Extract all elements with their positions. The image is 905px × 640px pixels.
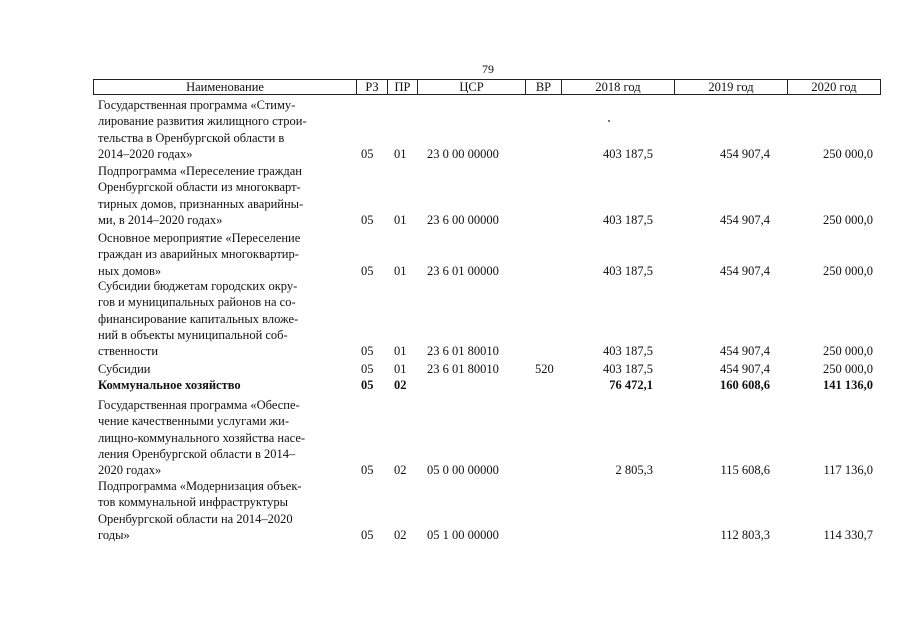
row-name-line: Государственная программа «Обеспе- <box>98 398 300 412</box>
row-name-line: Основное мероприятие «Переселение <box>98 231 301 245</box>
row-name-line: Субсидии <box>98 362 151 376</box>
row-name <box>98 377 348 393</box>
cell-2020: 250 000,0 <box>823 212 873 227</box>
cell-csr: 23 0 00 00000 <box>427 146 499 161</box>
row-name-line: ления Оренбургской области в 2014– <box>98 446 296 461</box>
cell-2018: 76 472,1 <box>609 378 653 392</box>
row-name-line: ных домов» <box>98 263 162 278</box>
cell-pr: 02 <box>394 378 407 392</box>
header-csr: ЦСР <box>417 80 525 94</box>
cell-2018: 403 187,5 <box>603 263 653 278</box>
row-name-line: лирование развития жилищного строи- <box>98 114 307 129</box>
cell-2020: 250 000,0 <box>823 362 873 376</box>
cell-2019: 454 907,4 <box>720 146 770 161</box>
scan-speck <box>608 120 610 122</box>
cell-2018: 403 187,5 <box>603 362 653 376</box>
row-name <box>98 230 348 279</box>
cell-2019: 454 907,4 <box>720 344 770 359</box>
cell-2019: 454 907,4 <box>720 263 770 278</box>
cell-2018: 403 187,5 <box>603 344 653 359</box>
cell-csr: 23 6 01 80010 <box>427 362 499 376</box>
row-name-line: Оренбургской области на 2014–2020 <box>98 511 293 526</box>
header-name: Наименование <box>186 80 264 94</box>
row-name-line: тельства в Оренбургской области в <box>98 130 285 145</box>
row-name-line: тирных домов, признанных аварийны- <box>98 196 304 211</box>
row-name-line: ний в объекты муниципальной соб- <box>98 327 288 342</box>
row-name-line: 2014–2020 годах» <box>98 146 193 161</box>
header-2019: 2019 год <box>674 80 787 94</box>
cell-2020: 114 330,7 <box>823 527 873 542</box>
cell-rz: 05 <box>361 263 374 278</box>
row-name-line: финансирование капитальных вложе- <box>98 311 299 326</box>
cell-pr: 01 <box>394 146 407 161</box>
cell-2019: 160 608,6 <box>720 378 770 392</box>
cell-csr: 05 0 00 00000 <box>427 463 499 478</box>
cell-rz: 05 <box>361 463 374 478</box>
row-name <box>98 361 348 377</box>
cell-rz: 05 <box>361 212 374 227</box>
row-name-line: Подпрограмма «Модернизация объек- <box>98 479 302 493</box>
cell-csr: 05 1 00 00000 <box>427 527 499 542</box>
row-name <box>98 97 348 162</box>
cell-csr: 23 6 01 80010 <box>427 344 499 359</box>
cell-2020: 141 136,0 <box>823 378 873 392</box>
cell-2019: 115 608,6 <box>720 463 770 478</box>
row-name-line: ми, в 2014–2020 годах» <box>98 212 223 227</box>
cell-2019: 112 803,3 <box>720 527 770 542</box>
cell-rz: 05 <box>361 527 374 542</box>
row-name-line: гов и муниципальных районов на со- <box>98 295 296 310</box>
row-name-line: чение качественными услугами жи- <box>98 414 290 429</box>
cell-rz: 05 <box>361 344 374 359</box>
row-name-line: 2020 годах» <box>98 463 162 478</box>
page-number: 79 <box>482 62 494 76</box>
row-name <box>98 163 348 228</box>
row-name-line: тов коммунальной инфраструктуры <box>98 495 289 510</box>
row-name <box>98 278 348 359</box>
cell-pr: 01 <box>394 362 407 376</box>
cell-2020: 250 000,0 <box>823 263 873 278</box>
header-rz: РЗ <box>356 80 387 94</box>
row-name-line: Коммунальное хозяйство <box>98 378 241 392</box>
cell-2020: 250 000,0 <box>823 146 873 161</box>
cell-2018: 2 805,3 <box>615 463 653 478</box>
cell-rz: 05 <box>361 362 374 376</box>
header-pr: ПР <box>387 80 417 94</box>
cell-pr: 01 <box>394 212 407 227</box>
cell-2019: 454 907,4 <box>720 212 770 227</box>
header-2020: 2020 год <box>787 80 880 94</box>
cell-csr: 23 6 00 00000 <box>427 212 499 227</box>
row-name-line: граждан из аварийных многоквартир- <box>98 247 299 262</box>
row-name <box>98 478 348 543</box>
cell-pr: 02 <box>394 463 407 478</box>
cell-2018: 403 187,5 <box>603 146 653 161</box>
header-vr: ВР <box>525 80 561 94</box>
row-name-line: лищно-коммунального хозяйства насе- <box>98 430 306 445</box>
cell-vr: 520 <box>535 362 554 376</box>
row-name-line: Оренбургской области из многокварт- <box>98 180 301 195</box>
cell-2020: 250 000,0 <box>823 344 873 359</box>
row-name-line: Подпрограмма «Переселение граждан <box>98 164 302 178</box>
row-name-line: Государственная программа «Стиму- <box>98 98 296 112</box>
table-header <box>93 79 881 95</box>
cell-pr: 02 <box>394 527 407 542</box>
row-name-line: годы» <box>98 527 130 542</box>
row-name-line: Субсидии бюджетам городских окру- <box>98 279 298 293</box>
cell-2018: 403 187,5 <box>603 212 653 227</box>
cell-csr: 23 6 01 00000 <box>427 263 499 278</box>
cell-rz: 05 <box>361 146 374 161</box>
row-name-line: ственности <box>98 344 159 359</box>
row-name <box>98 397 348 478</box>
cell-rz: 05 <box>361 378 374 392</box>
cell-pr: 01 <box>394 263 407 278</box>
cell-pr: 01 <box>394 344 407 359</box>
cell-2019: 454 907,4 <box>720 362 770 376</box>
cell-2020: 117 136,0 <box>823 463 873 478</box>
header-2018: 2018 год <box>561 80 674 94</box>
